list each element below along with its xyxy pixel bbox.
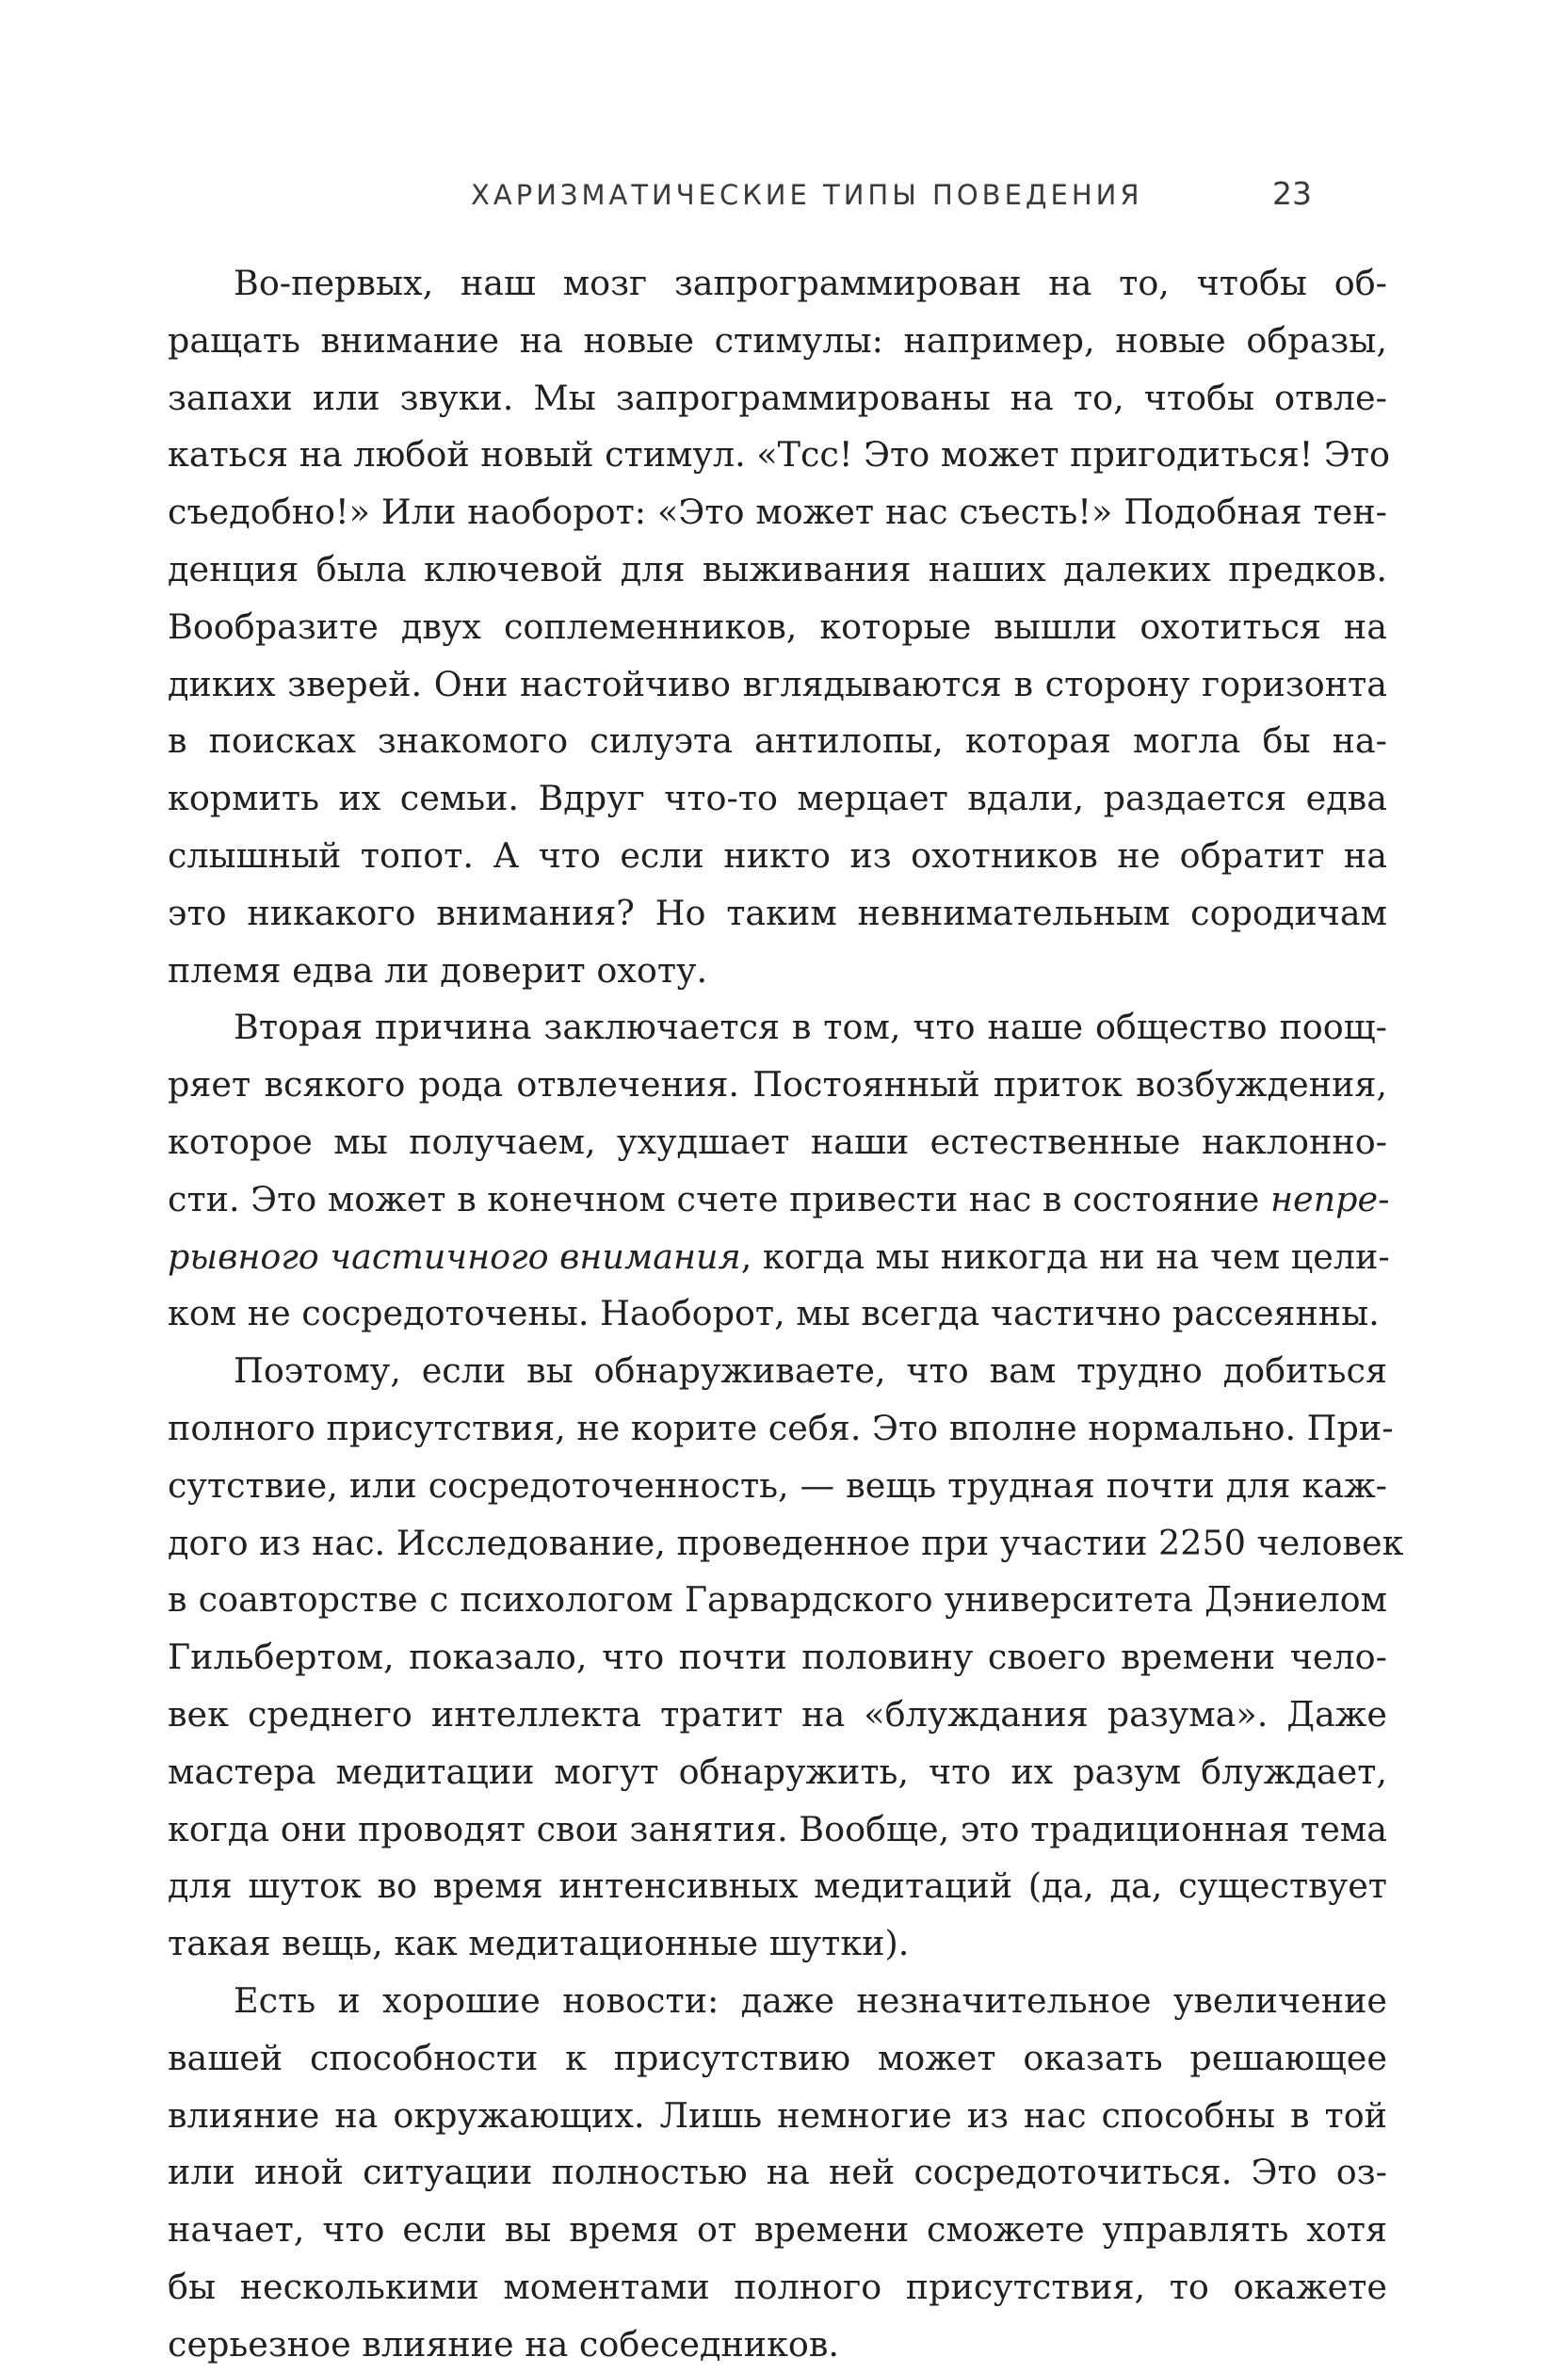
text-line: диких зверей. Они настойчиво вглядываются в сторону горизонта	[168, 663, 1387, 704]
paragraph-3	[168, 1343, 1404, 1973]
text-line: Вообразите двух соплеменников, которые вышли охотиться на	[168, 605, 1387, 647]
text-line: запахи или звуки. Мы запрограммированы на то, чтобы отвле-	[168, 377, 1387, 418]
text-segment: , когда мы никогда ни на чем цели-	[740, 1235, 1390, 1277]
text-segment: сти. Это может в конечном счете привести нас в состояние	[168, 1178, 1270, 1219]
text-line: дого из нас. Исследование, проведенное при участии 2250 человек	[168, 1522, 1404, 1563]
text-line: кормить их семьи. Вдруг что-то мерцает вдали, раздается едва	[168, 778, 1387, 819]
page-header	[0, 0, 1568, 245]
text-line: Гильбертом, показало, что почти половину своего времени чело-	[168, 1637, 1387, 1678]
text-line: в поисках знакомого силуэта антилопы, которая могла бы на-	[168, 720, 1387, 762]
paragraph-2	[168, 999, 1390, 1343]
text-line: ращать внимание на новые стимулы: например, новые образы,	[168, 319, 1387, 361]
running-title: ХАРИЗМАТИЧЕСКИЕ ТИПЫ ПОВЕДЕНИЯ	[471, 179, 1143, 211]
text-line	[168, 1171, 1390, 1229]
text-line: такая вещь, как медитационные шутки).	[168, 1923, 910, 1964]
text-line: племя едва ли доверит охоту.	[168, 949, 708, 991]
text-line: для шуток во время интенсивных медитаций (да, да, существует	[168, 1865, 1387, 1907]
text-line: Есть и хорошие новости: даже незначительное увеличение	[234, 1979, 1387, 2021]
text-line: в соавторстве с психологом Гарвардского университета Дэниелом	[168, 1579, 1387, 1621]
text-line: денция была ключевой для выживания наших далеких предков.	[168, 548, 1387, 589]
italic-term: непре-	[1270, 1178, 1390, 1219]
text-line: это никакого внимания? Но таким невнимательным сородичам	[168, 892, 1387, 933]
paragraph-4	[168, 1973, 1387, 2373]
page-number: 23	[1272, 175, 1312, 212]
text-line: Во-первых, наш мозг запрограммирован на то, чтобы об-	[234, 263, 1387, 303]
text-line: Вторая причина заключается в том, что наше общество поощ-	[234, 1007, 1387, 1048]
paragraph-1	[168, 255, 1390, 999]
text-line: влияние на окружающих. Лишь немногие из нас способны в той	[168, 2094, 1387, 2136]
text-line: ряет всякого рода отвлечения. Постоянный приток возбуждения,	[168, 1064, 1387, 1106]
text-line: серьезное влияние на собеседников.	[168, 2323, 840, 2365]
text-line: каться на любой новый стимул. «Тсс! Это может пригодиться! Это	[168, 434, 1390, 476]
text-line: начает, что если вы время от времени сможете управлять хотя	[168, 2209, 1387, 2251]
text-line: сутствие, или сосредоточенность, — вещь трудная почти для каж-	[168, 1464, 1387, 1506]
text-line: мастера медитации могут обнаружить, что их разум блуждает,	[168, 1751, 1387, 1792]
text-line: век среднего интеллекта тратит на «блуждания разума». Даже	[168, 1693, 1387, 1735]
text-line: бы несколькими моментами полного присутствия, то окажете	[168, 2266, 1387, 2307]
text-line: слышный топот. А что если никто из охотников не обратит на	[168, 834, 1387, 876]
text-line: которое мы получаем, ухудшает наши естественные наклонно-	[168, 1121, 1387, 1162]
text-line: Поэтому, если вы обнаруживаете, что вам трудно добиться	[234, 1350, 1387, 1392]
text-line: вашей способности к присутствию может оказать решающее	[168, 2037, 1387, 2078]
body-text	[168, 255, 1404, 2373]
text-line: ком не сосредоточены. Наоборот, мы всегда частично рассеянны.	[168, 1293, 1380, 1334]
text-line	[168, 1229, 1390, 1286]
text-line: полного присутствия, не корите себя. Это вполне нормально. При-	[168, 1407, 1394, 1448]
italic-term: рывного частичного внимания	[168, 1235, 741, 1277]
text-line: когда они проводят свои занятия. Вообще, это традиционная тема	[168, 1808, 1387, 1849]
text-line: съедобно!» Или наоборот: «Это может нас съесть!» Подобная тен-	[168, 492, 1387, 533]
text-line: или иной ситуации полностью на ней сосредоточиться. Это оз-	[168, 2152, 1387, 2193]
